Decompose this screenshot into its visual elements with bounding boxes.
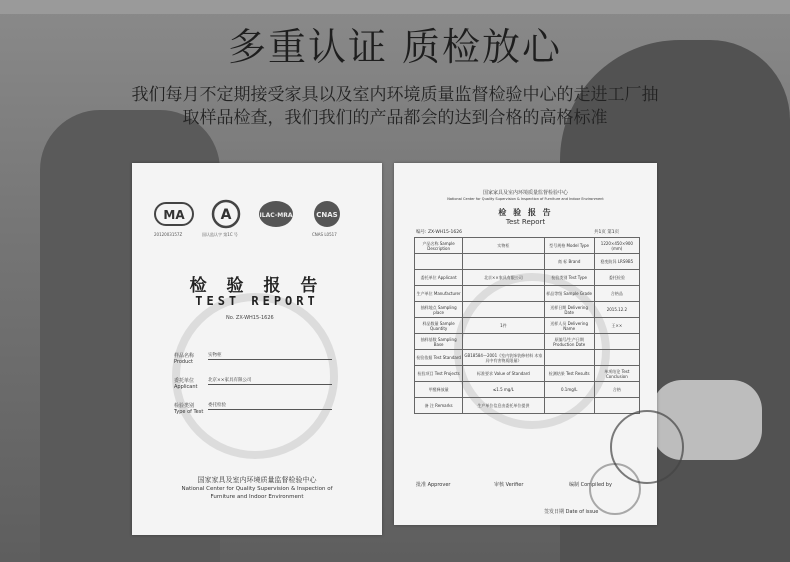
report-page: 共1页 第1页 <box>594 230 620 235</box>
background-seal-right <box>610 410 684 484</box>
report-table-cell: 合格 <box>594 382 639 398</box>
report-table-cell: 送样人员 Delivering Name <box>544 318 594 334</box>
logo-caption-cnas: CNAS L0517 <box>312 232 337 237</box>
report-table-cell: 委托检验 <box>594 270 639 286</box>
report-table <box>414 237 640 414</box>
report-table-cell: 样品等级 Sample Grade <box>544 286 594 302</box>
svg-text:ILAC-MRA: ILAC-MRA <box>259 212 293 219</box>
photo-ceiling-beam <box>0 0 790 14</box>
report-table-row <box>415 286 640 302</box>
cert-logos <box>154 199 364 237</box>
cover-issuer-en-1: National Center for Quality Supervision & Inspection of <box>181 486 333 492</box>
report-table-cell <box>594 334 639 350</box>
report-table-cell: 检验项目 Test Projects <box>415 366 463 382</box>
field-product-value: 实物柜 <box>208 353 332 360</box>
report-table-cell: 王×× <box>594 318 639 334</box>
report-table-cell <box>463 286 544 302</box>
report-table-cell: 单项结论 Test Conclusion <box>594 366 639 382</box>
report-table-cell <box>463 334 544 350</box>
report-table-cell <box>415 254 463 270</box>
logo-caption-ma: 2012003157Z <box>154 232 183 237</box>
report-table-cell <box>463 254 544 270</box>
report-issuer-en: National Center for Quality Supervision & Inspection of Furniture and Indoor Environment <box>447 197 604 201</box>
test-report-cover <box>132 163 382 535</box>
subtitle-line-2: 取样品检查，我们我们的产品都会的达到合格的高格标准 <box>182 108 608 128</box>
report-table-cell <box>463 302 544 318</box>
report-table-cell <box>544 398 594 414</box>
report-table-cell <box>594 350 639 366</box>
report-table-row <box>415 366 640 382</box>
field-product: 样品名称 Product实物柜 <box>174 353 332 365</box>
cover-title-cn: 检 验 报 告 <box>189 276 325 296</box>
report-table-row <box>415 254 640 270</box>
report-table-cell: 稳变防异 LRS9B5 <box>594 254 639 270</box>
cnas-icon <box>306 199 348 233</box>
report-table-cell: 型号规格 Model Type <box>544 238 594 254</box>
report-table-cell: 生产单位 Manufacturer <box>415 286 463 302</box>
cover-issuer-en-2: Furniture and Indoor Environment <box>210 494 304 500</box>
svg-text:CNAS: CNAS <box>316 211 338 219</box>
report-issue-date: 签发日期 Date of issue <box>544 509 599 515</box>
report-table-cell: 检验依据 Test Standard <box>415 350 463 366</box>
report-table-cell: GB18584—2001《室内装饰装修材料 木家具中有害物质限量》 <box>463 350 544 366</box>
sign-compiler: 编制 Compiled by <box>569 482 612 488</box>
report-table-row <box>415 270 640 286</box>
headline: 多重认证 质检放心 <box>227 25 563 69</box>
report-table-cell: 送样日期 Delivering Date <box>544 302 594 318</box>
report-table-cell: 商 标 Brand <box>544 254 594 270</box>
report-table-cell: 生产单位信息由委托单位提供 <box>463 398 544 414</box>
report-issuer-cn: 国家家具及室内环境质量监督检验中心 <box>482 190 568 196</box>
svg-text:MA: MA <box>163 208 185 222</box>
report-title-cn: 检 验 报 告 <box>498 208 553 217</box>
report-table-cell: 标准要求 Value of Standard <box>463 366 544 382</box>
sign-verifier: 审核 Verifier <box>494 482 524 488</box>
report-table-cell: 原编号/生产日期 Production Date <box>544 334 594 350</box>
report-title-en: Test Report <box>505 218 546 226</box>
report-table-cell <box>594 398 639 414</box>
cover-report-no: No. ZX-WH15-1626 <box>226 315 274 321</box>
field-test-type-value: 委托检验 <box>208 403 332 410</box>
report-table-cell: 抽样基数 Sampling Base <box>415 334 463 350</box>
subtitle-line-1: 我们每月不定期接受家具以及室内环境质量监督检验中心的走进工厂抽 <box>131 85 659 105</box>
field-applicant: 委托单位 Applicant北京××家具有限公司 <box>174 378 332 390</box>
report-table-cell <box>544 350 594 366</box>
report-table-cell: 委托单位 Applicant <box>415 270 463 286</box>
report-table-cell: 合格品 <box>594 286 639 302</box>
report-table-cell: 实物柜 <box>463 238 544 254</box>
field-test-type: 检验类别 Type of Test委托检验 <box>174 403 332 415</box>
field-applicant-value: 北京××家具有限公司 <box>208 378 332 385</box>
report-table-cell: 2015.12.2 <box>594 302 639 318</box>
report-table-row <box>415 238 640 254</box>
report-table-cell: 1220×450×900 (mm) <box>594 238 639 254</box>
report-number: 编号: ZX-WH15-1626 <box>416 230 462 235</box>
report-table-row <box>415 398 640 414</box>
report-table-row <box>415 382 640 398</box>
report-table-cell: 1件 <box>463 318 544 334</box>
sign-approver: 批准 Approver <box>416 482 451 488</box>
report-table-row <box>415 334 640 350</box>
report-table-row <box>415 350 640 366</box>
svg-text:A: A <box>220 207 232 223</box>
report-table-cell: 样品数量 Sample Quantity <box>415 318 463 334</box>
cover-issuer-cn: 国家家具及室内环境质量监督检验中心 <box>197 476 317 484</box>
cal-cert-icon <box>209 199 243 233</box>
report-table-cell: 抽样地点 Sampling place <box>415 302 463 318</box>
logo-caption-cal: 国认监认字 第1C 号 <box>202 232 238 237</box>
report-table-cell: 甲醛释放量 <box>415 382 463 398</box>
test-report-page <box>394 163 657 525</box>
ilac-mra-icon <box>257 199 295 233</box>
report-table-cell: 检验类别 Test Type <box>544 270 594 286</box>
report-table-cell: 备 注 Remarks <box>415 398 463 414</box>
report-table-row <box>415 302 640 318</box>
report-table-cell: ≤1.5 mg/L <box>463 382 544 398</box>
report-table-cell: 检测结果 Test Results <box>544 366 594 382</box>
report-table-cell: 0.1mg/L <box>544 382 594 398</box>
cover-issuer <box>132 475 382 501</box>
report-table-cell: 北京××家具有限公司 <box>463 270 544 286</box>
report-table-cell: 产品名称 Sample Description <box>415 238 463 254</box>
cover-title-en: TEST REPORT <box>195 294 319 308</box>
subtitle <box>60 84 730 130</box>
ma-cert-icon <box>154 199 194 233</box>
report-table-row <box>415 318 640 334</box>
